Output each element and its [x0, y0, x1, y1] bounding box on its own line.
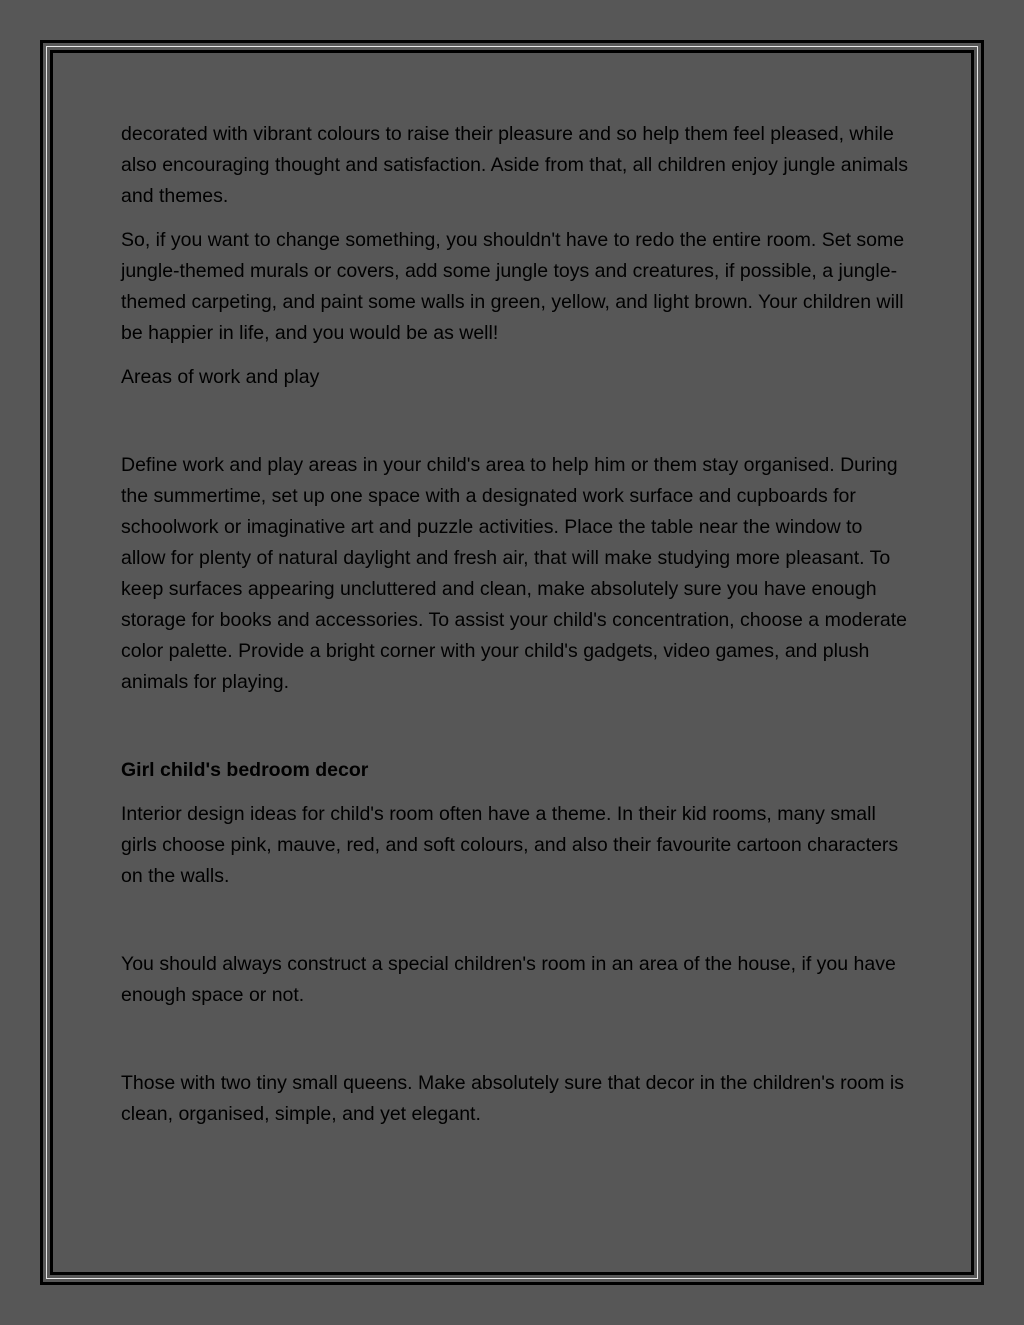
paragraph-change-something: So, if you want to change something, you shouldn't have to redo the entire room. Set some jungle-themed murals or covers, add some jungle toys and creatures, if possible, a jungle-themed carpeting, and paint some walls in green, yellow, and light brown. Your children will be happier in life, and you would be as well!: [121, 229, 905, 344]
document-body: [121, 119, 911, 1130]
paragraph-vibrant-colours: decorated with vibrant colours to raise their pleasure and so help them feel pleased, while also encouraging thought and satisfaction. Aside from that, all children enjoy jungle animals and themes.: [121, 123, 908, 207]
paragraph-special-childrens-room: You should always construct a special children's room in an area of the house, if you have enough space or not.: [121, 953, 896, 1006]
paragraph-tiny-small-queens: Those with two tiny small queens. Make absolutely sure that decor in the children's room is clean, organised, simple, and yet elegant.: [121, 1072, 905, 1125]
paragraph-areas-of-work-and-play: Areas of work and play: [121, 366, 320, 388]
paragraph-interior-design-ideas: Interior design ideas for child's room often have a theme. In their kid rooms, many small girls choose pink, mauve, red, and soft colours, and also their favourite cartoon characters on the walls.: [121, 803, 899, 887]
paragraph-define-work-and-play: Define work and play areas in your child's area to help him or them stay organised. During the summertime, set up one space with a designated work surface and cupboards for schoolwork or imaginative art and puzzle activities. Place the table near the window to allow for plenty of natural daylight and fresh air, that will make studying more pleasant. To keep surfaces appearing uncluttered and clean, make absolutely sure you have enough storage for books and accessories. To assist your child's concentration, choose a moderate color palette. Provide a bright corner with your child's gadgets, video games, and plush animals for playing.: [121, 454, 907, 693]
section-heading-girl-bedroom: Girl child's bedroom decor: [121, 759, 369, 781]
